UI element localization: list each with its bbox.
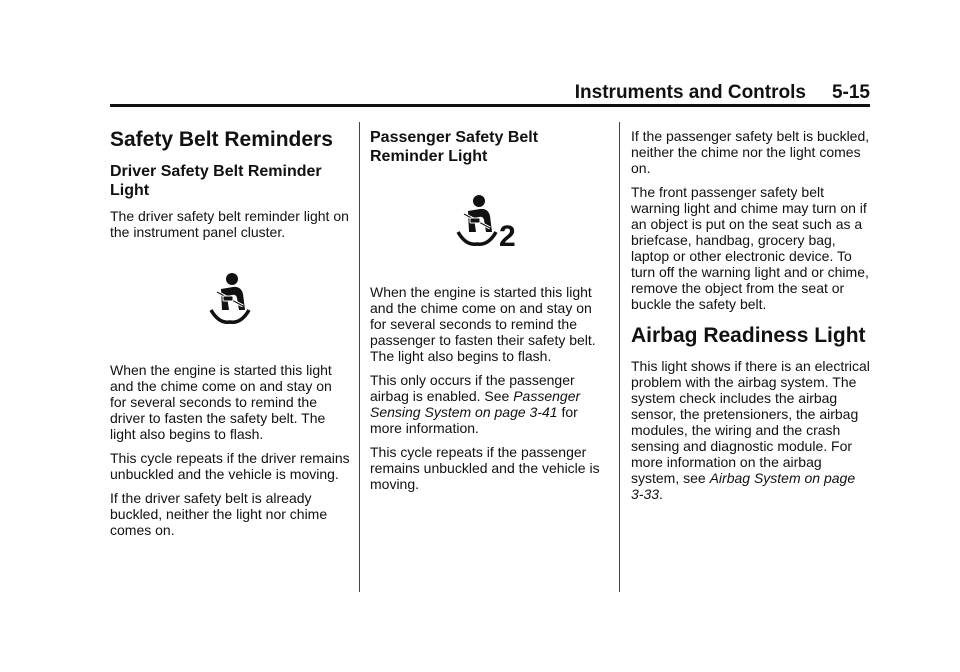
page-header bbox=[110, 82, 870, 104]
subheading-driver-reminder-light: Driver Safety Belt Reminder Light bbox=[110, 163, 322, 199]
column-2 bbox=[370, 128, 610, 500]
paragraph: When the engine is started this light and the chime come on and stay on for several seconds to remind the passenger to fasten their safety belt. The light also begins to flash. bbox=[370, 284, 596, 364]
paragraph bbox=[370, 372, 610, 436]
driver-seatbelt-icon bbox=[110, 272, 350, 324]
paragraph: When the engine is started this light and the chime come on and stay on for several seconds to remind the driver to fasten the safety belt. The light also begins to flash. bbox=[110, 362, 332, 442]
page-number: 5-15 bbox=[831, 82, 870, 103]
paragraph-text: This only occurs if the passenger airbag is enabled. See bbox=[370, 372, 575, 404]
subheading-passenger-reminder-light: Passenger Safety Belt Reminder Light bbox=[370, 129, 539, 165]
paragraph bbox=[631, 358, 871, 502]
passenger-seatbelt-icon bbox=[370, 192, 610, 254]
column-divider-1 bbox=[359, 122, 360, 592]
paragraph-text: . bbox=[659, 486, 663, 502]
column-1 bbox=[110, 128, 350, 546]
paragraph: The driver safety belt reminder light on the instrument panel cluster. bbox=[110, 208, 349, 240]
section-title: Instruments and Controls bbox=[574, 82, 806, 103]
header-rule bbox=[110, 104, 870, 107]
column-divider-2 bbox=[619, 122, 620, 592]
paragraph: This cycle repeats if the driver remains unbuckled and the vehicle is moving. bbox=[110, 450, 350, 482]
cross-reference-passenger-sensing: Passenger Sensing System on page 3-41 bbox=[370, 388, 581, 420]
paragraph: This cycle repeats if the passenger remains unbuckled and the vehicle is moving. bbox=[370, 444, 600, 492]
column-3 bbox=[631, 128, 871, 510]
section-heading-airbag-readiness: Airbag Readiness Light bbox=[631, 324, 866, 347]
cross-reference-airbag-system: Airbag System on page 3-33 bbox=[631, 470, 856, 502]
paragraph: If the driver safety belt is already buckled, neither the light nor chime comes on. bbox=[110, 490, 328, 538]
paragraph-text: for more information. bbox=[370, 404, 578, 436]
section-heading-safety-belt-reminders: Safety Belt Reminders bbox=[110, 128, 333, 151]
passenger-icon-digit: 2 bbox=[499, 220, 516, 253]
paragraph: If the passenger safety belt is buckled, neither the chime nor the light comes on. bbox=[631, 128, 870, 176]
paragraph: The front passenger safety belt warning light and chime may turn on if an object is put on the seat such as a briefcase, handbag, grocery bag, laptop or other electronic device. To turn off the warning light and or chime, remove the object from the seat or buckle the safety belt. bbox=[631, 184, 869, 312]
paragraph-text: This light shows if there is an electrical problem with the airbag system. The system check includes the airbag sensor, the pretensioners, the airbag modules, the wiring and the crash sensing and diagnostic module. For more information on the airbag system, see bbox=[631, 358, 870, 486]
